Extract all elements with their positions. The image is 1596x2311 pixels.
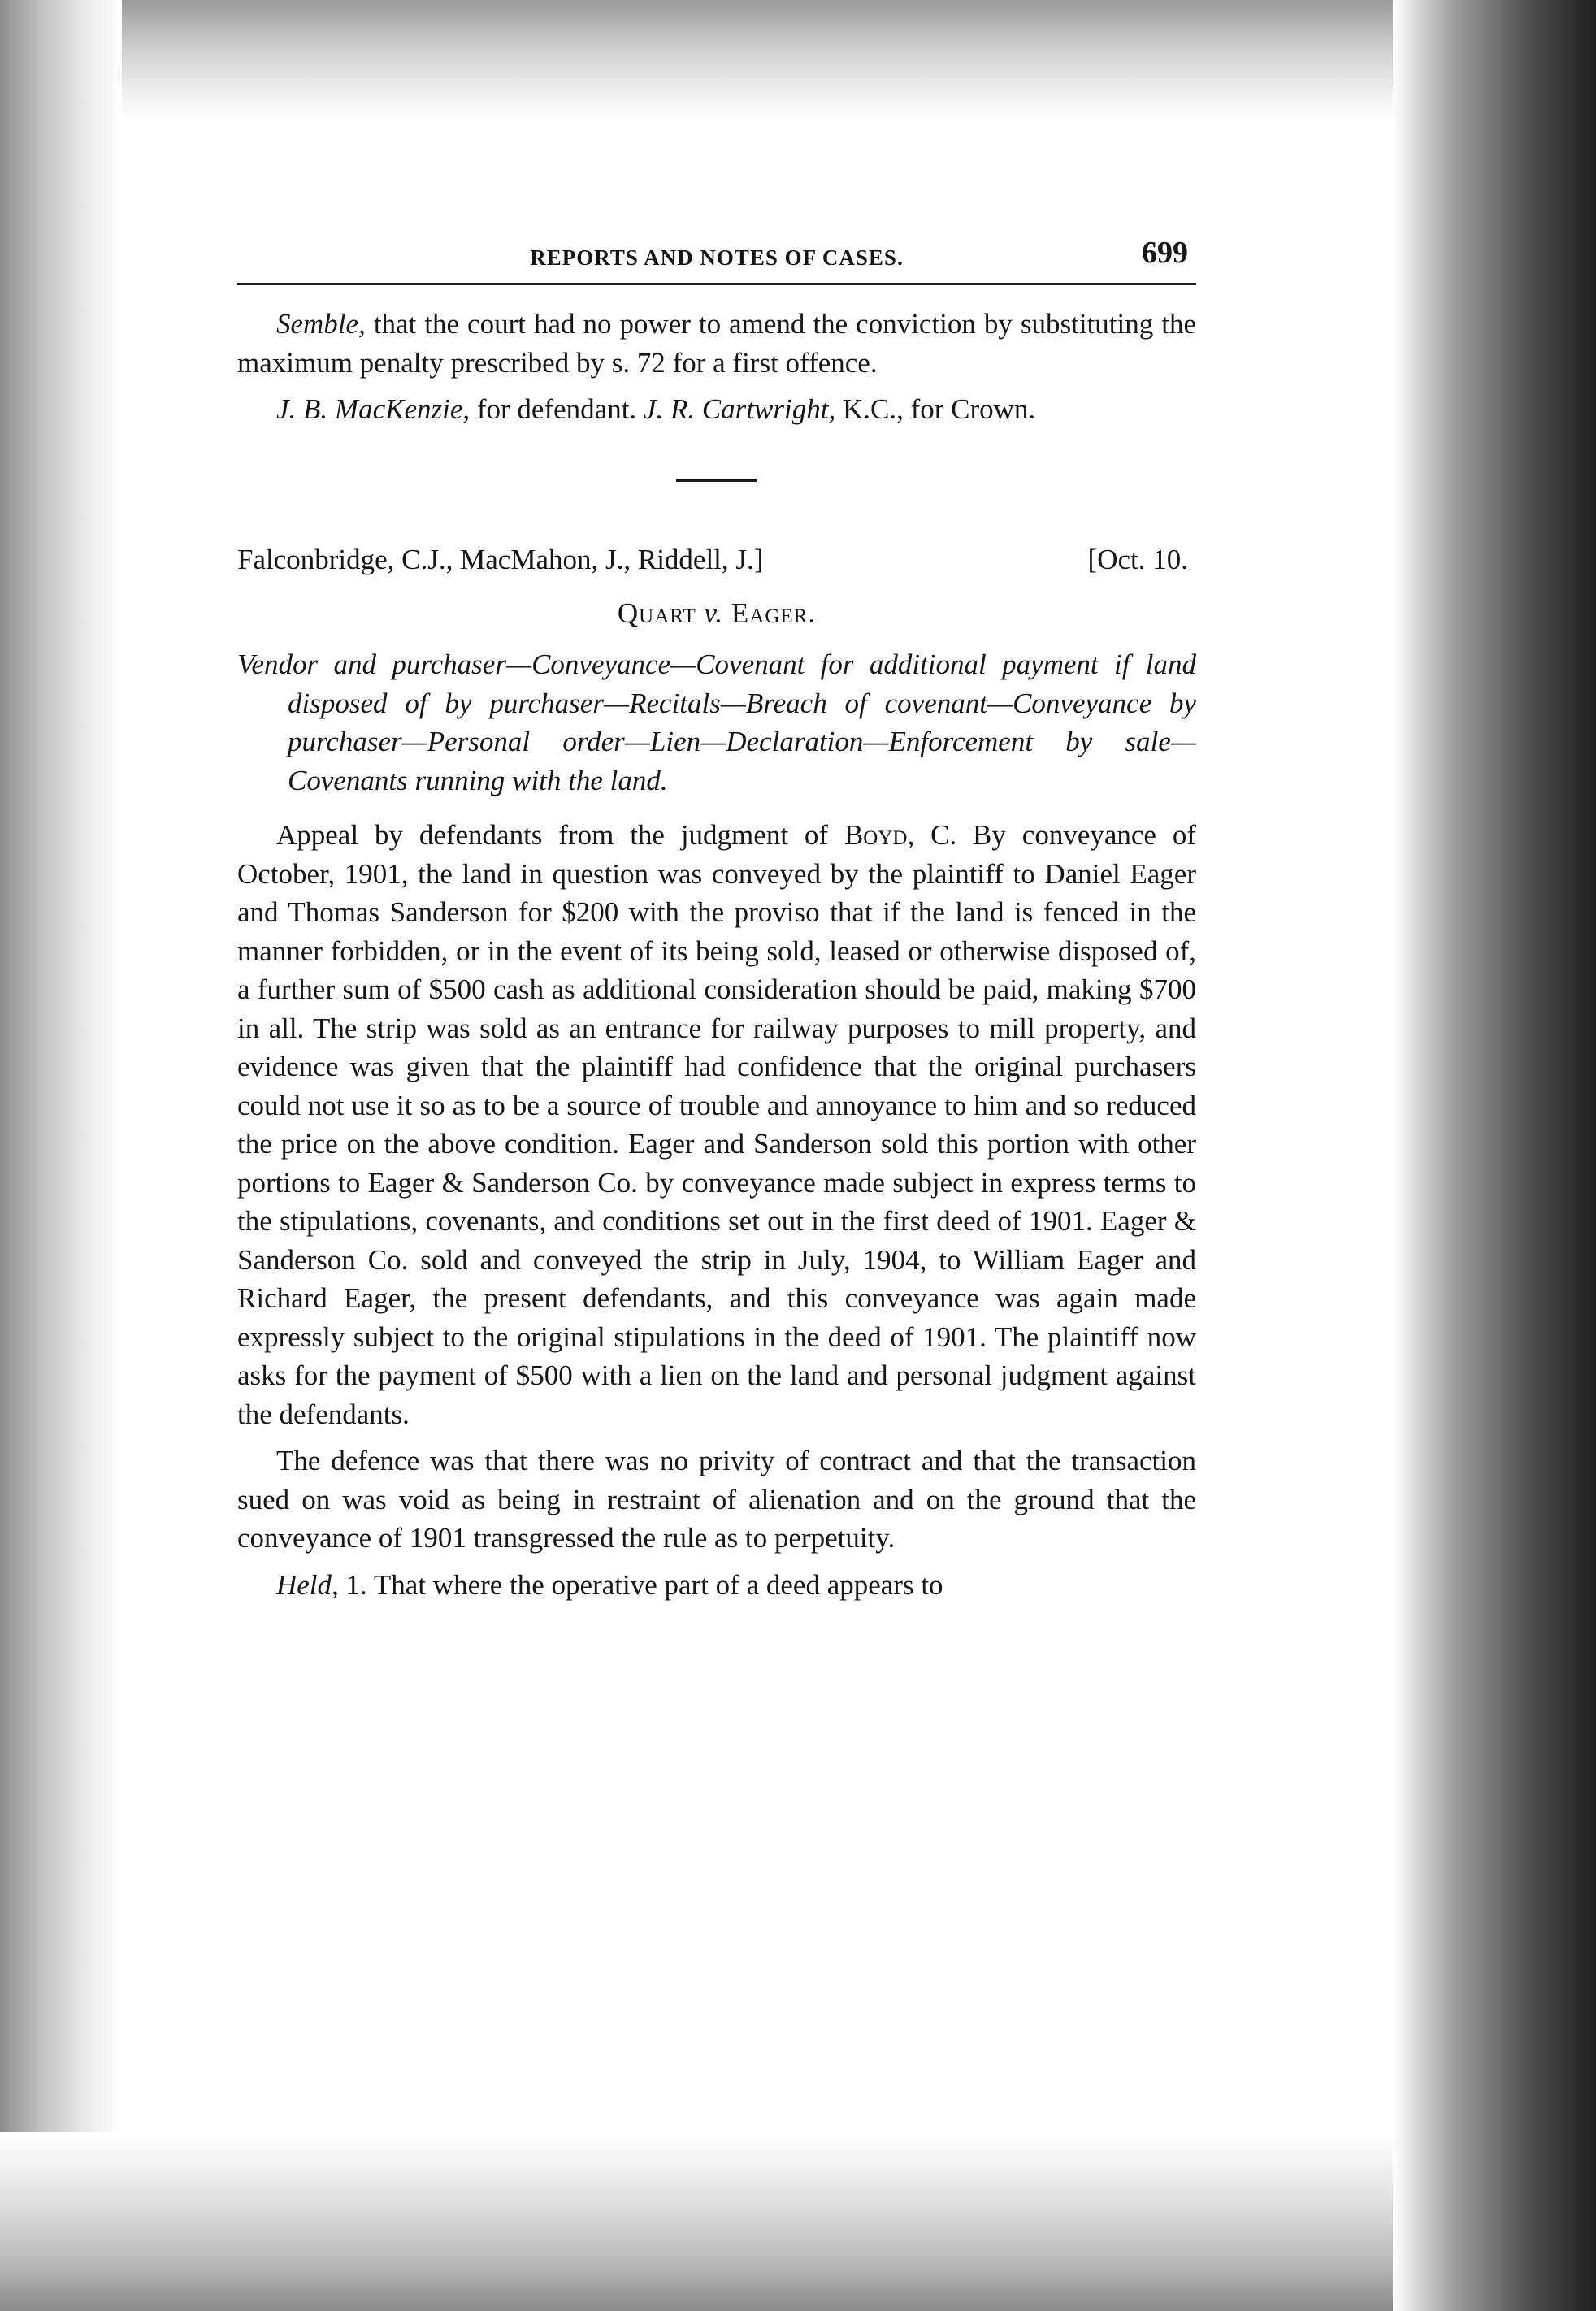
bench: Falconbridge, C.J., MacMahon, J., Riddell, J.] bbox=[237, 543, 764, 575]
headnote: Vendor and purchaser—Conveyance—Covenant for additional payment if land disposed of by purchaser—Recitals—Breach of covenant—Conveyance by purchaser—Personal order—Lien—Declaration—Enforcement by sale—Covenants running with the land. bbox=[237, 648, 1196, 796]
running-title: REPORTS AND NOTES OF CASES. bbox=[530, 245, 904, 270]
section-separator bbox=[676, 479, 757, 482]
scan-shadow-bottom bbox=[0, 2132, 1596, 2311]
held-text: 1. That where the operative part of a deed appears to bbox=[338, 1568, 943, 1601]
defence-counsel: J. B. MacKenzie, bbox=[276, 393, 471, 425]
defence-paragraph: The defence was that there was no privity of contract and that the transaction sued on was void as being in restraint of alienation and on the ground that the conveyance of 1901 transgressed the rule as to perpetuity. bbox=[237, 1445, 1196, 1554]
scan-shadow-binding bbox=[1393, 0, 1596, 2311]
defence-role: for defendant. bbox=[470, 393, 644, 425]
trial-judge: Boyd bbox=[844, 819, 908, 851]
appeal-text-before: Appeal by defendants from the judgment of bbox=[276, 819, 844, 851]
decision-date: [Oct. 10. bbox=[1087, 543, 1188, 575]
crown-role: K.C., for Crown. bbox=[835, 393, 1036, 425]
appeal-paragraph bbox=[237, 816, 1196, 1433]
page-number: 699 bbox=[1142, 236, 1188, 270]
crown-counsel: J. R. Cartwright, bbox=[643, 393, 836, 425]
semble-text: that the court had no power to amend the conviction by substituting the maximum penalty prescribed by s. 72 for a first offence. bbox=[237, 308, 1196, 379]
held-lead: Held, bbox=[276, 1568, 339, 1601]
semble-lead: Semble, bbox=[276, 308, 366, 340]
scan-shadow-left bbox=[0, 0, 122, 2311]
appeal-text-after: , C. By conveyance of October, 1901, the land in question was conveyed by the plaintiff to Daniel Eager and Thomas Sanderson for $200 with the proviso that if the land is fenced in the manner forbidden, or in the event of its being sold, leased or otherwise disposed of, a further sum of $500 cash as additional consideration should be paid, making $700 in all. The strip was sold as an entrance for railway purposes to mill property, and evidence was given that the plaintiff had confidence that the original purchasers could not use it so as to be a source of trouble and annoyance to him and so reduced the price on the above condition. Eager and Sanderson sold this portion with other portions to Eager & Sanderson Co. by conveyance made subject in express terms to the stipulations, covenants, and conditions set out in the first deed of 1901. Eager & Sanderson Co. sold and conveyed the strip in July, 1904, to William Eager and Richard Eager, the present defendants, and this conveyance was again made expressly subject to the original stipulations in the deed of 1901. The plaintiff now asks for the payment of $500 with a lien on the land and personal judgment against the defendants. bbox=[237, 819, 1196, 1430]
case-title bbox=[237, 594, 1196, 633]
plaintiff-name: Quart bbox=[617, 596, 696, 629]
court-line bbox=[237, 540, 1196, 579]
running-head bbox=[237, 236, 1196, 285]
report-page bbox=[237, 236, 1196, 1604]
versus: v. bbox=[696, 596, 731, 629]
scan-shadow-top bbox=[0, 0, 1596, 122]
counsel-line bbox=[237, 390, 1196, 429]
held-paragraph bbox=[237, 1566, 1196, 1605]
semble-paragraph bbox=[237, 305, 1196, 382]
defendant-name: Eager. bbox=[731, 596, 817, 629]
